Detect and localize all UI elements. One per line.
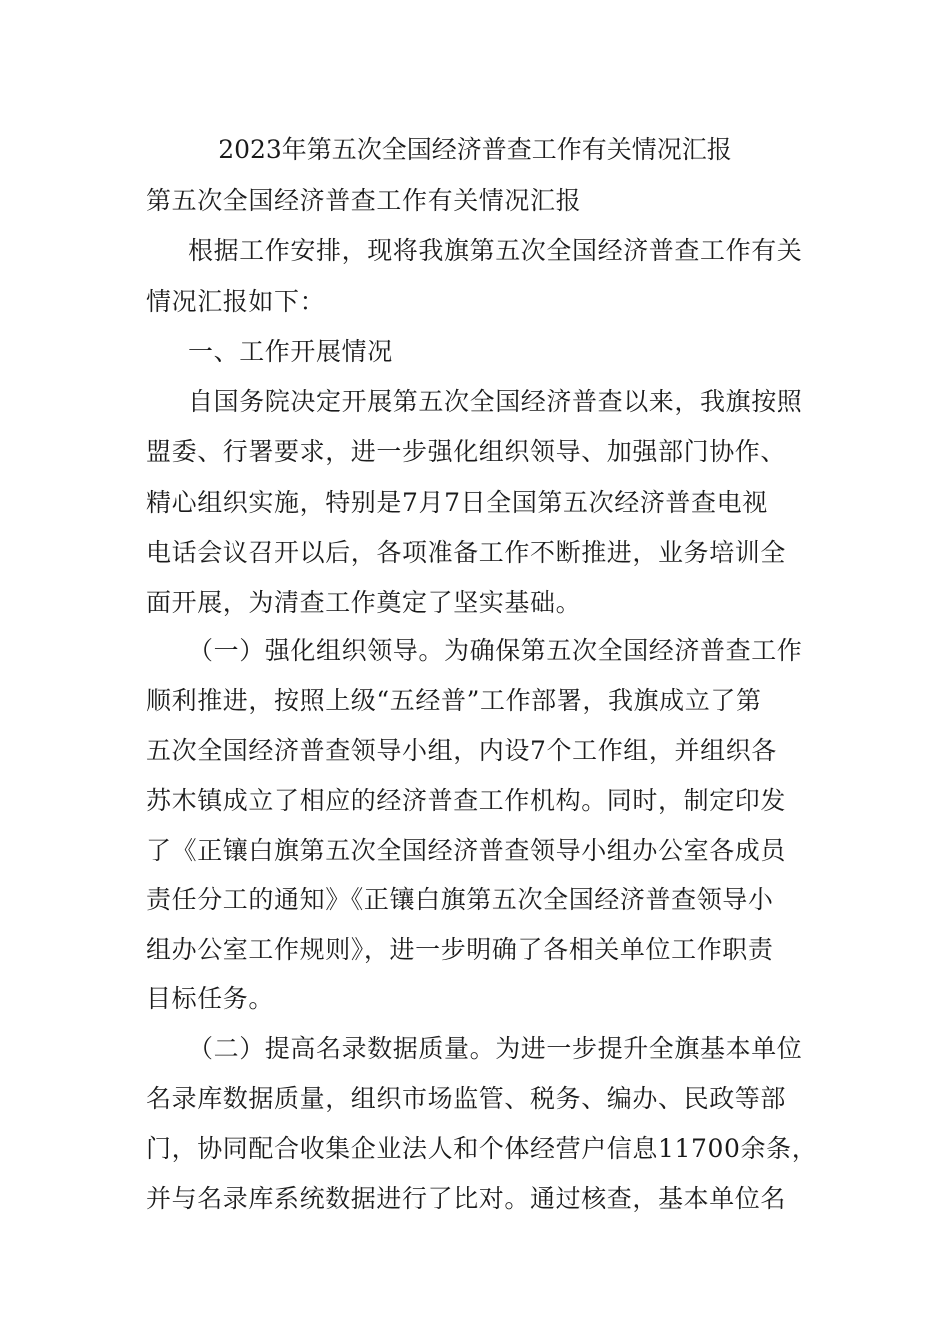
subsection-line: 组办公室工作规则》，进一步明确了各相关单位工作职责 (146, 935, 774, 964)
subsection-line: 责任分工的通知》《正镶白旗第五次全国经济普查领导小 (146, 885, 774, 914)
paragraph-line: 电话会议召开以后，各项准备工作不断推进，业务培训全 (146, 538, 787, 567)
subsection-line: （一）强化组织领导。为确保第五次全国经济普查工作 (188, 636, 803, 665)
subsection-line: 并与名录库系统数据进行了比对。通过核查，基本单位名 (146, 1184, 787, 1213)
subsection-line: 了《正镶白旗第五次全国经济普查领导小组办公室各成员 (146, 836, 787, 865)
section-heading: 一、工作开展情况 (188, 337, 393, 366)
intro-line: 根据工作安排，现将我旗第五次全国经济普查工作有关 (188, 236, 803, 265)
paragraph-line: 精心组织实施，特别是7月7日全国第五次经济普查电视 (146, 488, 768, 517)
subsection-line: 苏木镇成立了相应的经济普查工作机构。同时，制定印发 (146, 786, 787, 815)
subsection-line: 顺利推进，按照上级“五经普”工作部署，我旗成立了第 (146, 686, 762, 715)
subsection-line: 名录库数据质量，组织市场监管、税务、编办、民政等部 (146, 1084, 787, 1113)
subsection-line: 目标任务。 (146, 984, 275, 1013)
subsection-line: 五次全国经济普查领导小组，内设7个工作组，并组织各 (146, 736, 777, 765)
paragraph-line: 面开展，为清查工作奠定了坚实基础。 (146, 588, 582, 617)
paragraph-line: 自国务院决定开展第五次全国经济普查以来，我旗按照 (188, 387, 803, 416)
document-subtitle: 第五次全国经济普查工作有关情况汇报 (146, 186, 582, 215)
paragraph-line: 盟委、行署要求，进一步强化组织领导、加强部门协作、 (146, 437, 787, 466)
document-title: 2023年第五次全国经济普查工作有关情况汇报 (218, 135, 732, 164)
subsection-line: 门，协同配合收集企业法人和个体经营户信息11700余条， (146, 1134, 818, 1163)
subsection-line: （二）提高名录数据质量。为进一步提升全旗基本单位 (188, 1034, 803, 1063)
intro-line: 情况汇报如下： (146, 287, 326, 316)
